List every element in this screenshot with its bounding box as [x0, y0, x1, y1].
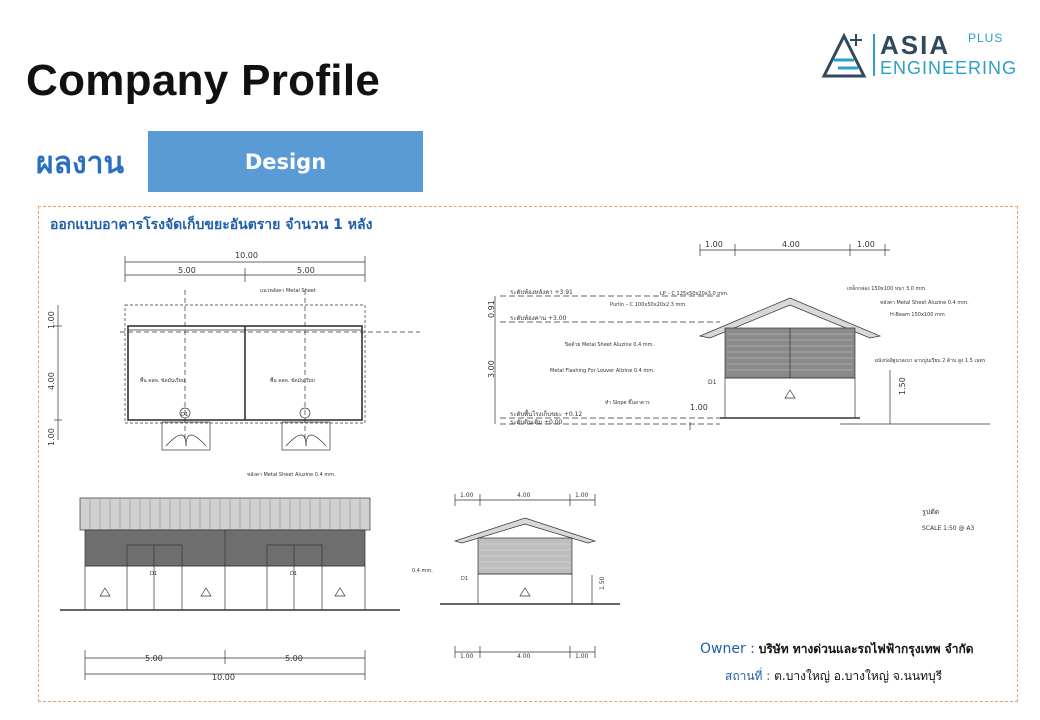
- section-tag: D1: [708, 379, 717, 386]
- site-label: สถานที่ :: [725, 669, 771, 683]
- section-scale: SCALE 1:50 @ A3: [922, 525, 975, 532]
- section-note-slope: ทำ Slope ขึ้นอาคาร: [605, 400, 650, 406]
- project-title: ออกแบบอาคารโรงจัดเก็บขยะอันตราย จำนวน 1 หลัง: [50, 217, 373, 233]
- section-note-flashing: Metal Flashing For Louver Alizine 0.4 mm.: [550, 368, 655, 374]
- plan-dim-right: 5.00: [297, 266, 315, 275]
- logo-text-asia: ASIA: [880, 30, 951, 60]
- elev-dim-total: 10.00: [212, 673, 235, 682]
- plan-note-roof: แนวหลังคา Metal Sheet: [260, 288, 316, 294]
- floor-plan: [54, 256, 420, 450]
- side-tag: D1: [461, 576, 469, 582]
- owner-line: [700, 640, 974, 659]
- side-dim-top-mid: 4.00: [517, 492, 531, 499]
- plan-note-floor-right: พื้น คสล. ขัดมันเรียบ: [270, 378, 315, 384]
- elev-note-roof: หลังคา Metal Sheet Aluzine 0.4 mm.: [247, 472, 336, 478]
- elev-dim-right: 5.00: [285, 654, 303, 663]
- logo-text-plus: PLUS: [968, 31, 1004, 45]
- section-level-ground: ระดับดินเดิม ±0.00: [510, 419, 563, 426]
- site-line: [725, 667, 942, 686]
- plan-dim-left: 5.00: [178, 266, 196, 275]
- side-dim-top-right: 1.00: [575, 492, 589, 499]
- section-dim-top-left: 1.00: [705, 240, 723, 249]
- plan-dim-side-top: 1.00: [47, 311, 56, 329]
- plan-dim-side-bottom: 1.00: [47, 428, 56, 446]
- side-dim-top-left: 1.00: [460, 492, 474, 499]
- section-note-wall: ผนังก่ออิฐมวลเบา ฉาบปูนเรียบ 2 ด้าน สูง 1.5 เมตร: [875, 358, 986, 364]
- section-level-roof: ระดับท้องหลังคา +3.91: [510, 289, 573, 296]
- owner-label: Owner :: [700, 641, 755, 657]
- category-badge: Design: [148, 131, 423, 192]
- section-note-plate: เหล็กกล่อง 150x100 หนา 3.0 mm.: [847, 286, 927, 292]
- plan-dim-side-mid: 4.00: [47, 372, 56, 390]
- section-dim-right: 1.50: [898, 377, 907, 395]
- section-dim-top-right: 1.00: [857, 240, 875, 249]
- section-dim-height: 3.00: [487, 360, 496, 378]
- owner-value: บริษัท ทางด่วนและรถไฟฟ้ากรุงเทพ จำกัด: [758, 642, 974, 656]
- side-dim-h: 1.50: [599, 576, 606, 590]
- section-note-purlin: Purlin – C 100x50x20x2.3 mm.: [610, 302, 687, 308]
- cross-section: [495, 244, 990, 430]
- logo-text-engineering: ENGINEERING: [880, 58, 1018, 78]
- page-title: Company Profile: [26, 56, 381, 105]
- section-note-beam: H-Beam 150x100 mm: [890, 312, 945, 318]
- section-level-floor: ระดับพื้นโรงเก็บขยะ +0.12: [510, 411, 583, 418]
- plan-note-floor-left: พื้น คสล. ขัดมันเรียบ: [140, 378, 185, 384]
- front-elevation: [60, 498, 400, 680]
- elev-tag-left: D1: [150, 571, 158, 577]
- section-dim-top-mid: 4.00: [782, 240, 800, 249]
- plan-dim-total: 10.00: [235, 251, 258, 260]
- section-label: รูปตัด: [922, 508, 940, 516]
- section-label: ผลงาน: [36, 146, 124, 181]
- section-dim-bottom: 1.00: [690, 403, 708, 412]
- section-dim-small: 0.91: [487, 300, 496, 318]
- side-dim-bot-left: 1.00: [460, 653, 474, 660]
- plan-tag: D1: [181, 412, 189, 418]
- site-value: ต.บางใหญ่ อ.บางใหญ่ จ.นนทบุรี: [774, 669, 943, 683]
- side-dim-bot-right: 1.00: [575, 653, 589, 660]
- side-dim-small: 0.4 mm.: [412, 568, 433, 574]
- section-level-eave: ระดับท้องคาน +3.00: [510, 315, 567, 322]
- elev-dim-left: 5.00: [145, 654, 163, 663]
- side-dim-bot-mid: 4.00: [517, 653, 531, 660]
- section-note-louver: ปิดด้วย Metal Sheet Aluzine 0.4 mm.: [565, 342, 655, 348]
- elev-tag-right: D1: [290, 571, 298, 577]
- section-note-roof: หลังคา Metal Sheet Aluzine 0.4 mm.: [880, 300, 969, 306]
- section-note-lp: LP – C 125x50x20x3.0 mm.: [660, 291, 729, 297]
